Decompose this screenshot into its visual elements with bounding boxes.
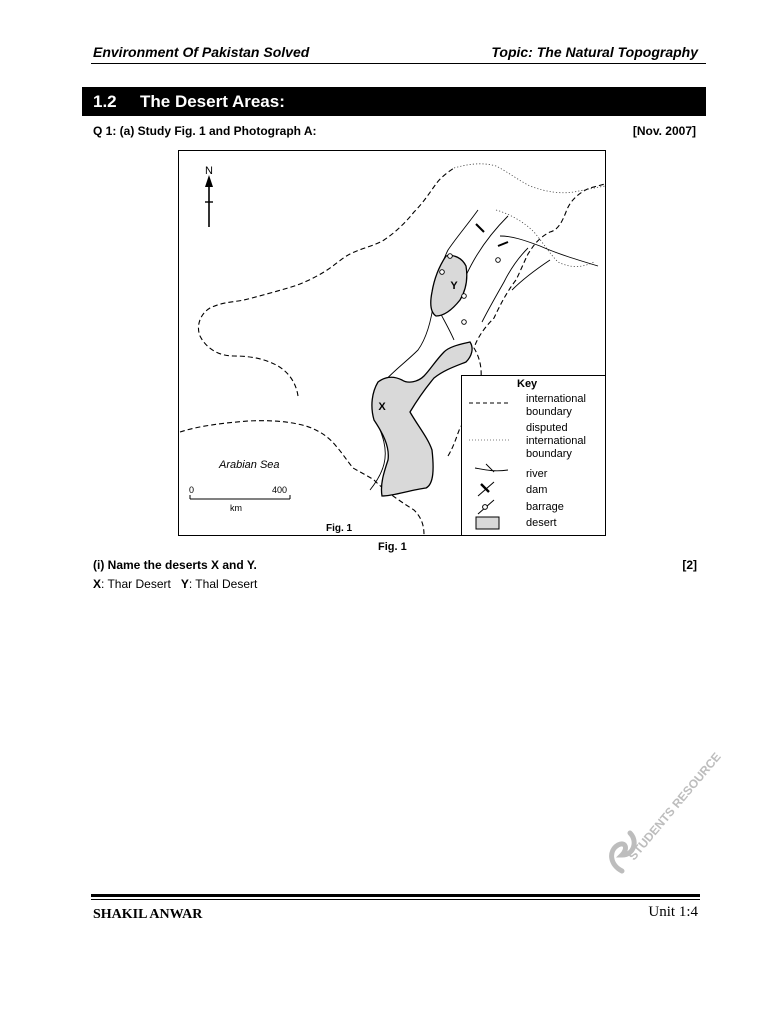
map-fig-label: Fig. 1: [326, 523, 353, 534]
footer-author: SHAKIL ANWAR: [93, 907, 203, 922]
question-date: [Nov. 2007]: [632, 124, 696, 138]
key-title: Key: [517, 378, 538, 390]
key-label-dam: dam: [526, 484, 548, 496]
section-number: 1.2: [93, 92, 117, 111]
subquestion-marks: [2]: [682, 558, 697, 572]
key-desert-swatch: [476, 517, 499, 529]
section-heading: [82, 87, 706, 116]
key-label-disputed-2: international: [526, 435, 586, 447]
footer-page: Unit 1:4: [648, 904, 698, 920]
answer-y-label: Y: [180, 577, 189, 591]
key-label-disputed-3: boundary: [526, 448, 572, 460]
answer-x-value: : Thar Desert: [101, 577, 171, 591]
header-topic: Topic: The Natural Topography: [491, 44, 698, 60]
scale-unit: km: [230, 503, 242, 513]
key-label-desert: desert: [526, 517, 557, 529]
key-label-disputed-1: disputed: [526, 422, 568, 434]
desert-x-label: X: [378, 401, 386, 413]
section-title: The Desert Areas:: [140, 92, 285, 111]
pakistan-map: [178, 150, 606, 536]
answer-line: [93, 577, 257, 591]
answer-y-value: : Thal Desert: [188, 577, 258, 591]
key-label-boundary-2: boundary: [526, 406, 572, 418]
header-title: Environment Of Pakistan Solved: [93, 44, 310, 60]
students-resource-logo: [590, 749, 724, 895]
footer-rule-thick: [91, 894, 700, 897]
question-label: Q 1: (a) Study Fig. 1 and Photograph A:: [93, 124, 317, 138]
logo-text: STUDENTS RESOURCE: [625, 749, 724, 863]
desert-y-label: Y: [450, 280, 458, 292]
sea-label: Arabian Sea: [219, 459, 280, 471]
subquestion-text: (i) Name the deserts X and Y.: [93, 558, 257, 572]
key-label-barrage: barrage: [526, 501, 564, 513]
footer-rule-thin: [91, 899, 700, 900]
answer-x-label: X: [93, 577, 102, 591]
key-label-boundary-1: international: [526, 393, 586, 405]
scale-end: 400: [272, 485, 288, 495]
scale-start: 0: [189, 485, 195, 495]
figure-caption: Fig. 1: [378, 541, 407, 553]
north-label: N: [205, 165, 213, 177]
key-label-river: river: [526, 468, 548, 480]
header-divider: [91, 63, 706, 64]
